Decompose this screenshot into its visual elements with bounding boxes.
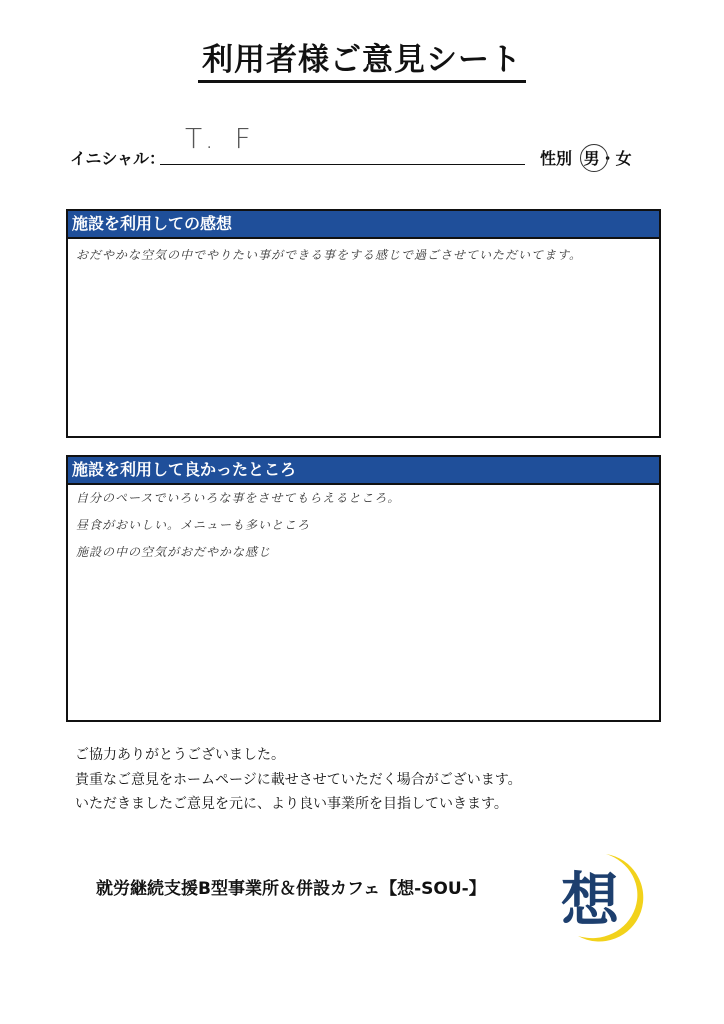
good-points-line-3: 施設の中の空気がおだやかな感じ	[76, 545, 272, 559]
sou-logo-icon	[548, 848, 648, 944]
closing-line-1: ご協力ありがとうございました。	[75, 747, 285, 763]
gender-female: 女	[615, 149, 632, 168]
initial-label: イニシャル：	[70, 149, 166, 168]
gender-separator: ・	[599, 149, 616, 168]
selection-circle	[580, 144, 608, 172]
closing-line-3: いただきましたご意見を元に、より良い事業所を目指していきます。	[75, 796, 508, 812]
good-points-line-2: 昼食がおいしい。メニューも多いところ	[76, 518, 311, 532]
closing-line-2: 貴重なご意見をホームページに載せさせていただく場合がございます。	[75, 771, 522, 788]
page-title: 利用者様ご意見シート	[0, 34, 724, 79]
impressions-box	[66, 209, 661, 438]
closing-message	[75, 743, 522, 817]
good-points-header: 施設を利用して良かったところ	[68, 457, 659, 485]
good-points-line-1: 自分のペースでいろいろな事をさせてもらえるところ。	[76, 491, 401, 505]
impressions-header: 施設を利用しての感想	[68, 211, 659, 239]
initial-underline	[160, 164, 525, 165]
impressions-line-1: おだやかな空気の中でやりたい事ができる事をする感じで過ごさせていただいてます。	[76, 248, 583, 262]
gender-male: 男	[584, 149, 600, 168]
gender-field	[540, 146, 632, 169]
good-points-box	[66, 455, 661, 722]
gender-label: 性別	[540, 149, 573, 168]
organization-name: 就労継続支援B型事業所＆併設カフェ【想-SOU-】	[96, 879, 486, 899]
initial-value: T. F	[185, 122, 257, 155]
logo-text: 想	[560, 866, 620, 934]
